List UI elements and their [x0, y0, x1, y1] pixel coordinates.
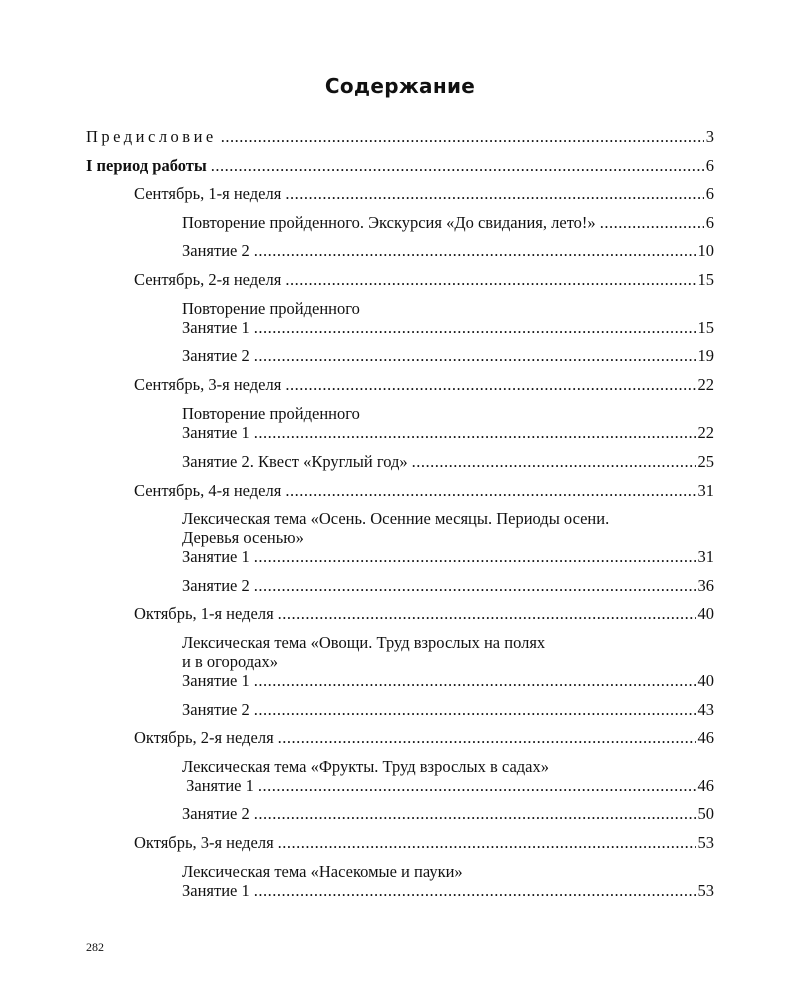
toc-entry-page: 46	[697, 728, 714, 747]
toc-entry-page: 43	[697, 700, 714, 719]
toc-entry-lesson	[182, 699, 714, 721]
toc-entry-label: Предисловие	[86, 127, 217, 146]
toc-topic-heading: Повторение пройденного	[182, 299, 360, 318]
toc-leader-dots	[254, 422, 696, 444]
toc-topic-heading-continued: и в огородах»	[182, 652, 278, 671]
page-number: 282	[86, 940, 104, 954]
toc-leader-dots	[254, 546, 696, 568]
toc-entry-page: 22	[697, 423, 714, 442]
toc-entry-label: Октябрь, 1-я неделя	[134, 604, 274, 623]
toc-leader-dots	[412, 451, 696, 473]
toc-entry-label: Занятие 1	[182, 881, 250, 900]
toc-entry-label: Сентябрь, 4-я неделя	[134, 481, 282, 500]
toc-entry-lesson	[182, 546, 714, 568]
toc-leader-dots	[278, 603, 696, 625]
toc-leader-dots	[211, 155, 704, 177]
toc-entry-page: 22	[697, 375, 714, 394]
toc-entry-page: 31	[697, 547, 714, 566]
toc-leader-dots	[254, 240, 696, 262]
toc-entry-lesson	[182, 575, 714, 597]
toc-entry-label: Октябрь, 3-я неделя	[134, 833, 274, 852]
toc-entry-label: Октябрь, 2-я неделя	[134, 728, 274, 747]
toc-entry-page: 15	[697, 318, 714, 337]
toc-entry-lesson	[182, 775, 714, 797]
toc-entry-page: 6	[705, 213, 714, 232]
toc-entry-page: 40	[697, 604, 714, 623]
toc-leader-dots	[254, 670, 696, 692]
toc-topic-heading: Повторение пройденного	[182, 404, 360, 423]
toc-entry-label: Занятие 2	[182, 576, 250, 595]
toc-entry-label: Занятие 1	[182, 671, 250, 690]
toc-entry-week	[134, 374, 714, 396]
toc-leader-dots	[285, 374, 695, 396]
toc-entry-lesson	[182, 670, 714, 692]
toc-entry-page: 53	[697, 881, 714, 900]
toc-entry-lesson	[182, 345, 714, 367]
toc-leader-dots	[254, 699, 696, 721]
page-title: Содержание	[324, 74, 476, 98]
toc-entry-lesson	[182, 451, 714, 473]
toc-leader-dots	[285, 183, 703, 205]
toc-entry-label: Занятие 2	[182, 346, 250, 365]
toc-topic-heading: Лексическая тема «Насекомые и пауки»	[182, 862, 463, 881]
toc-leader-dots	[278, 727, 696, 749]
toc-leader-dots	[600, 212, 704, 234]
toc-leader-dots	[254, 345, 696, 367]
toc-entry-page: 15	[697, 270, 714, 289]
toc-entry-page: 36	[697, 576, 714, 595]
toc-topic-heading: Лексическая тема «Осень. Осенние месяцы. Периоды осени.	[182, 509, 610, 528]
toc-entry-lesson	[182, 803, 714, 825]
toc-topic-heading: Лексическая тема «Фрукты. Труд взрослых в садах»	[182, 757, 549, 776]
toc-entry-week	[134, 183, 714, 205]
toc-entry-week	[134, 727, 714, 749]
toc-entry-page: 6	[705, 184, 714, 203]
toc-entry-page: 19	[697, 346, 714, 365]
toc-entry-label: Занятие 2. Квест «Круглый год»	[182, 452, 408, 471]
toc-entry-page: 46	[697, 776, 714, 795]
toc-leader-dots	[285, 269, 695, 291]
toc-entry-lesson	[182, 880, 714, 902]
toc-entry-lesson	[182, 212, 714, 234]
toc-entry-label: Занятие 2	[182, 241, 250, 260]
toc-entry-label: Занятие 2	[182, 700, 250, 719]
toc-entry-week	[134, 603, 714, 625]
toc-entry-label: Занятие 2	[182, 804, 250, 823]
toc-entry-week	[134, 269, 714, 291]
toc-entry-page: 10	[697, 241, 714, 260]
toc-entry-label: Занятие 1	[182, 776, 254, 795]
toc-topic-heading: Лексическая тема «Овощи. Труд взрослых на полях	[182, 633, 546, 652]
toc-entry-lesson	[182, 240, 714, 262]
toc-leader-dots	[221, 126, 704, 148]
toc-entry-period	[86, 155, 714, 177]
toc-entry-label: Повторение пройденного. Экскурсия «До свидания, лето!»	[182, 213, 596, 232]
toc-entry-lesson	[182, 422, 714, 444]
toc-entry-label: Сентябрь, 1-я неделя	[134, 184, 282, 203]
toc-entry-label: Сентябрь, 3-я неделя	[134, 375, 282, 394]
toc-entry-lesson	[182, 317, 714, 339]
toc-entry-week	[134, 480, 714, 502]
toc-entry-page: 50	[697, 804, 714, 823]
toc-entry-label: Занятие 1	[182, 423, 250, 442]
toc-entry-page: 31	[697, 481, 714, 500]
toc-entry-page: 40	[697, 671, 714, 690]
toc-entry-label: Занятие 1	[182, 547, 250, 566]
toc-entry-preface	[86, 126, 714, 148]
toc-leader-dots	[254, 317, 696, 339]
toc-leader-dots	[285, 480, 695, 502]
toc-entry-page: 3	[705, 127, 714, 146]
toc-entry-label: Занятие 1	[182, 318, 250, 337]
toc-leader-dots	[258, 775, 696, 797]
toc-entry-page: 6	[705, 156, 714, 175]
toc-leader-dots	[278, 832, 696, 854]
toc-entry-week	[134, 832, 714, 854]
toc-leader-dots	[254, 575, 696, 597]
toc-leader-dots	[254, 803, 696, 825]
toc-entry-page: 25	[697, 452, 714, 471]
toc-entry-label: Сентябрь, 2-я неделя	[134, 270, 282, 289]
toc-topic-heading-continued: Деревья осенью»	[182, 528, 304, 547]
toc-entry-label: I период работы	[86, 156, 207, 175]
toc-leader-dots	[254, 880, 696, 902]
toc-entry-page: 53	[697, 833, 714, 852]
